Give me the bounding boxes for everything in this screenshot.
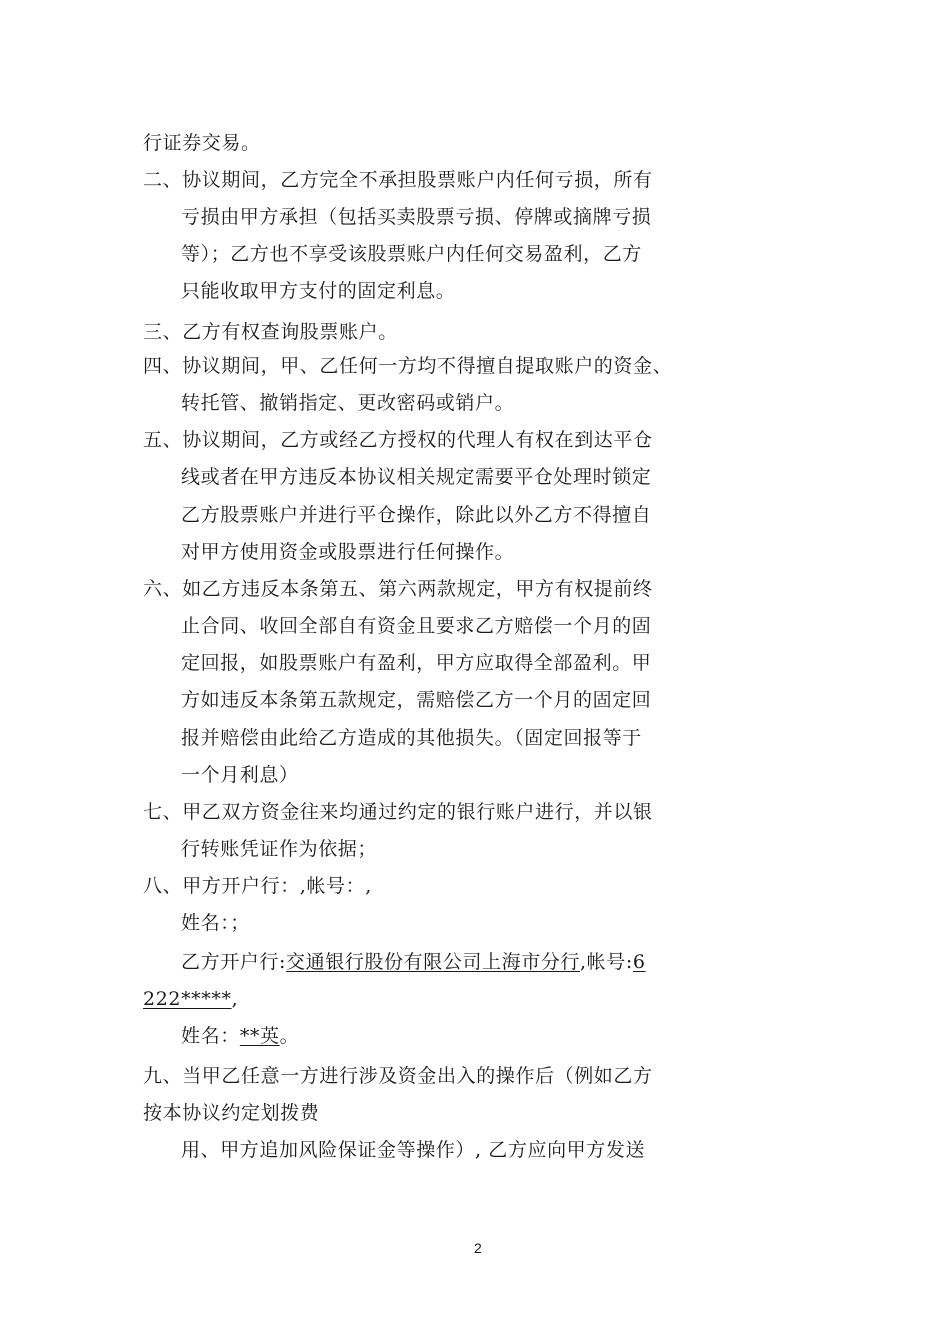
clause-7-line: 行转账凭证作为依据； bbox=[181, 838, 378, 860]
clause-5-line: 五、协议期间，乙方或经乙方授权的代理人有权在到达平仓 bbox=[143, 429, 653, 451]
clause-6-line: 六、如乙方违反本条第五、第六两款规定，甲方有权提前终 bbox=[143, 578, 653, 600]
clause-4-line: 四、协议期间，甲、乙任何一方均不得擅自提取账户的资金、 bbox=[143, 355, 673, 377]
text-line: 行证券交易。 bbox=[143, 132, 261, 154]
party-b-bank-line bbox=[181, 950, 646, 974]
account-suffix: , bbox=[231, 988, 239, 1010]
clause-9-line: 按本协议约定划拨费 bbox=[143, 1102, 320, 1124]
clause-2-line: 等）；乙方也不享受该股票账户内任何交易盈利，乙方 bbox=[181, 243, 642, 265]
account-number-start: 6 bbox=[632, 951, 646, 973]
clause-6-line: 止合同、收回全部自有资金且要求乙方赔偿一个月的固 bbox=[181, 615, 652, 637]
clause-5-line: 线或者在甲方违反本协议相关规定需要平仓处理时锁定 bbox=[181, 466, 652, 488]
clause-6-line: 方如违反本条第五款规定，需赔偿乙方一个月的固定回 bbox=[181, 689, 652, 711]
page-number: 2 bbox=[474, 1240, 482, 1256]
clause-6-line: 定回报，如股票账户有盈利，甲方应取得全部盈利。甲 bbox=[181, 652, 652, 674]
clause-2-line: 二、协议期间，乙方完全不承担股票账户内任何亏损，所有 bbox=[143, 169, 653, 191]
bank-name: 交通银行股份有限公司上海市分行 bbox=[286, 951, 581, 973]
clause-2-line: 亏损由甲方承担（包括买卖股票亏损、停牌或摘牌亏损 bbox=[181, 206, 652, 228]
party-a-name-line: 姓名：； bbox=[181, 912, 250, 934]
clause-4-line: 转托管、撤销指定、更改密码或销户。 bbox=[181, 392, 515, 414]
party-b-account-line bbox=[143, 987, 238, 1011]
clause-9-line: 用、甲方追加风险保证金等操作）, 乙方应向甲方发送 bbox=[181, 1139, 646, 1161]
clause-8-line: 八、甲方开户行：,帐号：, bbox=[143, 875, 372, 897]
clause-3-line: 三、乙方有权查询股票账户。 bbox=[143, 321, 398, 343]
clause-2-line: 只能收取甲方支付的固定利息。 bbox=[181, 280, 456, 302]
clause-5-line: 乙方股票账户并进行平仓操作，除此以外乙方不得擅自 bbox=[181, 504, 652, 526]
clause-5-line: 对甲方使用资金或股票进行任何操作。 bbox=[181, 541, 515, 563]
clause-6-line: 报并赔偿由此给乙方造成的其他损失。（固定回报等于 bbox=[181, 727, 642, 749]
clause-7-line: 七、甲乙双方资金往来均通过约定的银行账户进行，并以银 bbox=[143, 801, 653, 823]
clause-9-line: 九、当甲乙任意一方进行涉及资金出入的操作后（例如乙方 bbox=[143, 1065, 653, 1087]
clause-6-line: 一个月利息） bbox=[181, 764, 299, 786]
name-suffix: 。 bbox=[279, 1025, 300, 1047]
bank-label: 乙方开户行: bbox=[181, 951, 287, 973]
name-label: 姓名： bbox=[181, 1025, 240, 1047]
party-b-name-line bbox=[181, 1024, 299, 1048]
party-b-name: **英 bbox=[239, 1025, 280, 1047]
account-number-rest: 222***** bbox=[143, 988, 232, 1010]
account-label: ,帐号: bbox=[580, 951, 633, 973]
